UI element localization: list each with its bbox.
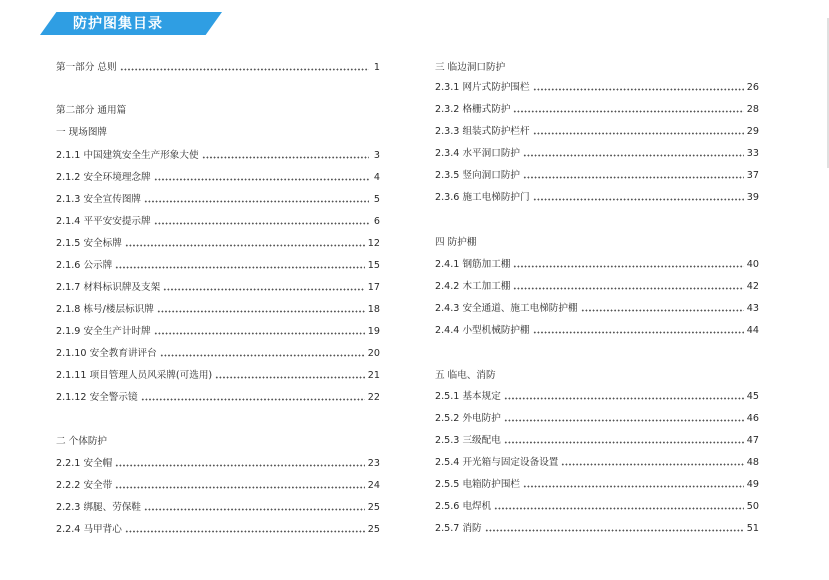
toc-entry-label: 2.1.3 安全宣传图牌	[56, 194, 142, 205]
toc-entry-label: 2.5.5 电箱防护围栏	[435, 479, 521, 490]
leader-dots	[504, 441, 744, 444]
toc-entry-page: 17	[367, 282, 380, 293]
toc-entry-page: 33	[746, 148, 759, 159]
toc-entry-page: 49	[746, 479, 759, 490]
toc-entry[interactable]	[435, 411, 759, 427]
toc-entry-label: 2.3.3 组装式防护栏杆	[435, 126, 530, 137]
leader-dots	[561, 463, 743, 466]
toc-entry-label: 2.1.7 材料标识牌及支架	[56, 282, 161, 293]
toc-entry-label: 2.5.2 外电防护	[435, 413, 501, 424]
leader-dots	[504, 397, 744, 400]
toc-entry[interactable]	[56, 148, 380, 164]
toc-entry-page: 21	[367, 370, 380, 381]
toc-entry-label: 2.1.2 安全环境理念牌	[56, 172, 151, 183]
toc-entry[interactable]	[435, 477, 759, 493]
leader-dots	[144, 508, 365, 511]
leader-dots	[115, 464, 365, 467]
toc-entry-page: 5	[373, 194, 380, 205]
toc-entry-page: 44	[746, 325, 759, 336]
part2-heading: 第二部分 通用篇	[56, 105, 127, 116]
toc-entry[interactable]	[435, 102, 759, 118]
section1-heading: 一 现场图牌	[56, 127, 108, 138]
page-title: 防护图集目录	[73, 16, 163, 32]
toc-entry[interactable]	[56, 280, 380, 296]
section2-heading: 二 个体防护	[56, 436, 108, 447]
toc-entry-label: 2.1.11 项目管理人员风采牌(可选用)	[56, 370, 213, 381]
toc-entry[interactable]	[56, 302, 380, 318]
toc-entry-page: 40	[746, 259, 759, 270]
toc-entry-part1[interactable]	[56, 60, 380, 76]
toc-entry[interactable]	[435, 190, 759, 206]
toc-entry-label: 2.4.1 钢筋加工棚	[435, 259, 511, 270]
toc-entry[interactable]	[435, 257, 759, 273]
leader-dots	[125, 530, 365, 533]
toc-entry-page: 12	[367, 238, 380, 249]
toc-entry[interactable]	[56, 456, 380, 472]
toc-entry-page: 42	[746, 281, 759, 292]
leader-dots	[215, 376, 365, 379]
leader-dots	[141, 398, 365, 401]
toc-entry[interactable]	[435, 168, 759, 184]
leader-dots	[513, 287, 743, 290]
toc-entry-label: 2.4.2 木工加工棚	[435, 281, 511, 292]
toc-entry[interactable]	[435, 433, 759, 449]
toc-entry-label: 2.1.10 安全教育讲评台	[56, 348, 157, 359]
toc-entry-label: 2.3.2 格栅式防护	[435, 104, 511, 115]
leader-dots	[494, 507, 744, 510]
leader-dots	[485, 529, 744, 532]
toc-entry-label: 2.1.9 安全生产计时牌	[56, 326, 151, 337]
toc-entry-label: 2.4.4 小型机械防护棚	[435, 325, 530, 336]
toc-entry-page: 20	[367, 348, 380, 359]
toc-entry-label: 2.2.1 安全帽	[56, 458, 113, 469]
toc-entry-page: 29	[746, 126, 759, 137]
toc-entry[interactable]	[435, 389, 759, 405]
toc-entry[interactable]	[56, 500, 380, 516]
toc-entry-page: 25	[367, 524, 380, 535]
toc-entry-page: 37	[746, 170, 759, 181]
toc-entry-page: 4	[373, 172, 380, 183]
leader-dots	[523, 176, 744, 179]
leader-dots	[163, 288, 365, 291]
toc-entry-label: 2.1.4 平平安安提示牌	[56, 216, 151, 227]
leader-dots	[533, 198, 744, 201]
toc-entry[interactable]	[56, 522, 380, 538]
leader-dots	[115, 266, 365, 269]
toc-entry-page: 24	[367, 480, 380, 491]
toc-entry[interactable]	[435, 301, 759, 317]
toc-entry-label: 2.5.4 开光箱与固定设备设置	[435, 457, 559, 468]
leader-dots	[115, 486, 365, 489]
toc-entry-label: 2.1.1 中国建筑安全生产形象大使	[56, 150, 199, 161]
leader-dots	[160, 354, 365, 357]
leader-dots	[202, 156, 369, 159]
leader-dots	[581, 309, 744, 312]
toc-entry-page: 26	[746, 82, 759, 93]
toc-entry-page: 23	[367, 458, 380, 469]
toc-entry[interactable]	[435, 521, 759, 537]
toc-entry-label: 2.3.1 网片式防护围栏	[435, 82, 530, 93]
toc-entry-label: 2.2.2 安全带	[56, 480, 113, 491]
leader-dots	[154, 332, 365, 335]
leader-dots	[157, 310, 365, 313]
toc-entry-page: 48	[746, 457, 759, 468]
toc-entry-page: 50	[746, 501, 759, 512]
section5-heading: 五 临电、消防	[435, 370, 496, 381]
leader-dots	[523, 154, 744, 157]
toc-entry-label: 2.2.3 绑腿、劳保鞋	[56, 502, 142, 513]
leader-dots	[523, 485, 744, 488]
leader-dots	[144, 200, 369, 203]
toc-entry[interactable]	[435, 124, 759, 140]
leader-dots	[154, 178, 369, 181]
toc-entry-page: 43	[746, 303, 759, 314]
leader-dots	[120, 68, 369, 71]
toc-entry[interactable]	[56, 368, 380, 384]
toc-entry-page: 19	[367, 326, 380, 337]
leader-dots	[513, 265, 743, 268]
leader-dots	[504, 419, 744, 422]
toc-entry-page: 51	[746, 523, 759, 534]
toc-entry[interactable]	[435, 279, 759, 295]
toc-entry[interactable]	[435, 323, 759, 339]
toc-entry-page: 28	[746, 104, 759, 115]
section3-heading: 三 临边洞口防护	[435, 62, 506, 73]
toc-entry-label: 2.5.7 消防	[435, 523, 482, 534]
toc-entry-label: 2.3.6 施工电梯防护门	[435, 192, 530, 203]
toc-entry-label: 2.1.5 安全标牌	[56, 238, 122, 249]
toc-entry-label: 2.5.3 三级配电	[435, 435, 501, 446]
toc-entry-page: 39	[746, 192, 759, 203]
leader-dots	[533, 132, 744, 135]
toc-entry[interactable]	[56, 170, 380, 186]
toc-entry-label: 2.3.4 水平洞口防护	[435, 148, 521, 159]
toc-entry-page: 6	[373, 216, 380, 227]
toc-entry-label: 第一部分 总则	[56, 62, 117, 73]
toc-entry-label: 2.1.6 公示牌	[56, 260, 113, 271]
toc-entry[interactable]	[56, 236, 380, 252]
leader-dots	[513, 110, 743, 113]
toc-entry-page: 47	[746, 435, 759, 446]
section4-heading: 四 防护棚	[435, 237, 477, 248]
leader-dots	[533, 331, 744, 334]
toc-entry[interactable]	[56, 214, 380, 230]
toc-entry[interactable]	[435, 499, 759, 515]
toc-entry-label: 2.5.6 电焊机	[435, 501, 492, 512]
toc-entry[interactable]	[56, 478, 380, 494]
toc-entry-label: 2.5.1 基本规定	[435, 391, 501, 402]
leader-dots	[533, 88, 744, 91]
toc-entry[interactable]	[435, 80, 759, 96]
toc-entry-page: 1	[373, 62, 380, 73]
leader-dots	[154, 222, 369, 225]
toc-entry-label: 2.1.12 安全警示镜	[56, 392, 138, 403]
toc-entry-page: 45	[746, 391, 759, 402]
toc-entry[interactable]	[56, 390, 380, 406]
toc-entry-page: 22	[367, 392, 380, 403]
toc-entry-label: 2.1.8 栋号/楼层标识牌	[56, 304, 154, 315]
toc-entry[interactable]	[56, 258, 380, 274]
toc-entry[interactable]	[56, 324, 380, 340]
toc-entry-page: 18	[367, 304, 380, 315]
leader-dots	[125, 244, 365, 247]
toc-entry[interactable]	[56, 192, 380, 208]
toc-entry-page: 15	[367, 260, 380, 271]
toc-entry-label: 2.3.5 竖向洞口防护	[435, 170, 521, 181]
toc-entry-page: 46	[746, 413, 759, 424]
toc-entry[interactable]	[435, 455, 759, 471]
toc-entry[interactable]	[56, 346, 380, 362]
toc-entry-label: 2.2.4 马甲背心	[56, 524, 122, 535]
toc-entry[interactable]	[435, 146, 759, 162]
toc-entry-page: 25	[367, 502, 380, 513]
toc-entry-label: 2.4.3 安全通道、施工电梯防护棚	[435, 303, 578, 314]
toc-entry-page: 3	[373, 150, 380, 161]
